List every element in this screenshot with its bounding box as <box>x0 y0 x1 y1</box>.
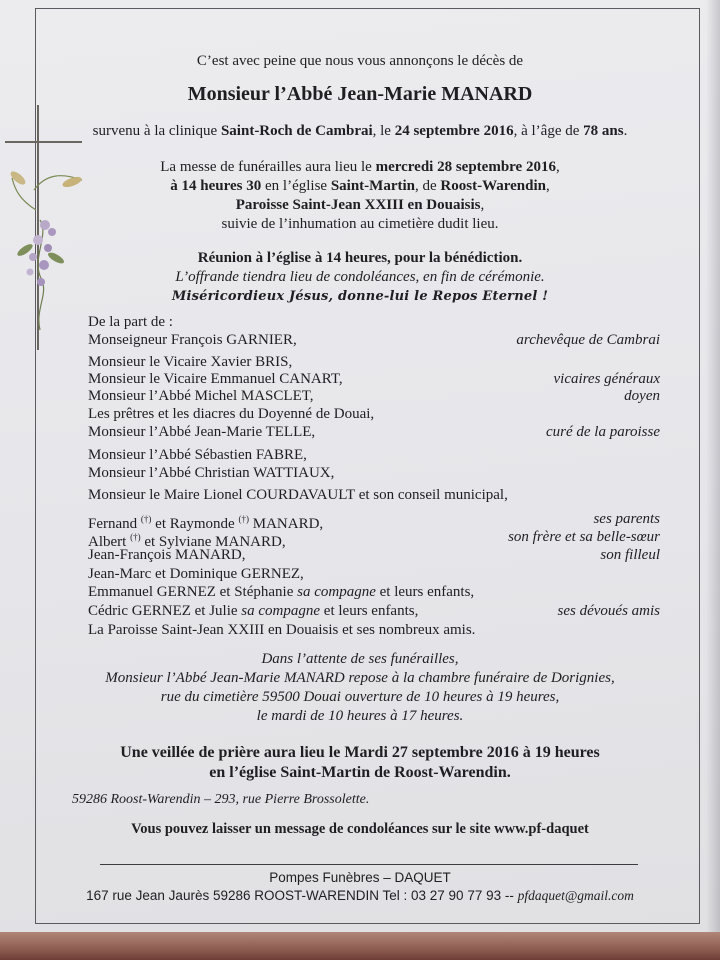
mass-date: mercredi 28 septembre 2016 <box>375 159 556 175</box>
family-row-left: Monsieur l’Abbé Sébastien FABRE, <box>88 447 307 463</box>
emmanuel-companion: sa compagne <box>297 584 376 600</box>
intro-text: C’est avec peine que nous vous annonçons le décès de <box>196 53 524 69</box>
mass-l2-mid2: , de <box>414 178 441 194</box>
mass-line-4: suivie de l’inhumation au cimetière dudit lieu. <box>221 216 499 232</box>
veillee-line: en l’église Saint-Martin de Roost-Warendin. <box>209 764 511 781</box>
family-row-left: Monsieur l’Abbé Jean-Marie TELLE, <box>88 424 316 440</box>
family-row-left: Monsieur le Vicaire Emmanuel CANART, <box>88 371 343 387</box>
part-header: De la part de : <box>88 314 173 330</box>
family-row-right: son filleul <box>600 547 660 563</box>
family-row-left: La Paroisse Saint-Jean XXIII en Douaisis et ses nombreux amis. <box>88 622 476 638</box>
footer-email: pfdaquet@gmail.com <box>517 888 634 903</box>
mass-l2-mid: en l’église <box>261 178 331 194</box>
brother-rest: et Sylviane MANARD, <box>140 534 286 550</box>
parish-name: Paroisse Saint-Jean XXIII en Douaisis <box>235 197 481 213</box>
dagger-mark: (†) <box>130 532 141 542</box>
family-row-right: curé de la paroisse <box>545 424 660 440</box>
clinic-name: Saint-Roch de Cambrai <box>220 123 373 139</box>
address-text: 59286 Roost-Warendin – 293, rue Pierre Brossolette. <box>72 792 370 807</box>
emmanuel-post: et leurs enfants, <box>375 584 475 600</box>
family-row-left: Monseigneur François GARNIER, <box>88 332 297 348</box>
mass-l3-end: , <box>480 197 485 213</box>
mass-church: Saint-Martin <box>330 178 415 194</box>
mass-line-2 <box>0 177 720 195</box>
family-row-right: archevêque de Cambrai <box>516 332 660 348</box>
mass-l2-end: , <box>545 178 550 194</box>
offrande-text: L’offrande tiendra lieu de condoléances, en fin de cérémonie. <box>175 269 545 285</box>
brother-name: Albert <box>88 534 131 550</box>
family-row-right: ses dévoués amis <box>557 603 660 619</box>
family-row-right: ses parents <box>593 511 660 527</box>
background-surface <box>0 932 720 960</box>
reunion-text: Réunion à l’église à 14 heures, pour la bénédiction. <box>197 250 523 266</box>
prayer-text: Miséricordieux Jésus, donne-lui le Repos Eternel ! <box>171 289 549 304</box>
cedric-post: et leurs enfants, <box>320 603 419 619</box>
emmanuel-pre: Emmanuel GERNEZ et Stéphanie <box>88 584 298 600</box>
message-text: Vous pouvez laisser un message de condoléances sur le site www.pf-daquet <box>131 821 589 837</box>
page-title: Monsieur l’Abbé Jean-Marie MANARD <box>187 83 533 105</box>
footer-company: Pompes Funèbres – DAQUET <box>269 870 451 885</box>
family-row-left: Monsieur le Vicaire Xavier BRIS, <box>88 354 293 370</box>
family-row-right: vicaires généraux <box>553 371 660 387</box>
attente-line: le mardi de 10 heures à 17 heures. <box>256 708 464 724</box>
cedric-pre: Cédric GERNEZ et Julie <box>88 603 242 619</box>
family-row-left: Jean-François MANARD, <box>88 547 246 563</box>
family-row-left: Monsieur le Maire Lionel COURDAVAULT et son conseil municipal, <box>88 487 508 503</box>
footer-address-text: 167 rue Jean Jaurès 59286 ROOST-WARENDIN Tel : 03 27 90 77 93 -- <box>86 888 518 903</box>
mass-time: à 14 heures 30 <box>170 178 262 194</box>
footer-divider <box>100 864 638 865</box>
page-shadow <box>706 0 720 960</box>
parent-fernand: Fernand <box>88 516 141 532</box>
family-row-left: Monsieur l’Abbé Christian WATTIAUX, <box>88 465 335 481</box>
attente-line: rue du cimetière 59500 Douai ouverture de 10 heures à 19 heures, <box>160 689 560 705</box>
death-mid: , le <box>372 123 395 139</box>
parent-raymonde: et Raymonde <box>151 516 239 532</box>
mass-line-3 <box>0 196 720 214</box>
cedric-row <box>88 602 418 620</box>
emmanuel-row <box>88 583 474 601</box>
dagger-mark: (†) <box>238 514 249 524</box>
mass-l1-pre: La messe de funérailles aura lieu le <box>160 159 376 175</box>
death-mid2: , à l’âge de <box>513 123 584 139</box>
death-date: 24 septembre 2016 <box>394 123 514 139</box>
cedric-companion: sa compagne <box>241 603 321 619</box>
family-row-right: doyen <box>624 388 660 404</box>
mass-town: Roost-Warendin <box>440 178 546 194</box>
death-notice-line <box>0 122 720 140</box>
death-pre: survenu à la clinique <box>92 123 221 139</box>
death-end: . <box>623 123 628 139</box>
parent-surname: MANARD, <box>248 516 324 532</box>
veillee-line: Une veillée de prière aura lieu le Mardi 27 septembre 2016 à 19 heures <box>120 744 600 761</box>
mass-l1-end: , <box>555 159 560 175</box>
attente-line: Dans l’attente de ses funérailles, <box>261 651 459 667</box>
dagger-mark: (†) <box>140 514 152 524</box>
family-row-left: Les prêtres et les diacres du Doyenné de Douai, <box>88 406 375 422</box>
family-row-right: son frère et sa belle-sœur <box>508 529 660 545</box>
attente-line: Monsieur l’Abbé Jean-Marie MANARD repose à la chambre funéraire de Dorignies, <box>105 670 615 686</box>
mass-line-1 <box>0 158 720 176</box>
footer-address <box>0 887 720 905</box>
death-age: 78 ans <box>583 123 624 139</box>
family-row-left: Jean-Marc et Dominique GERNEZ, <box>88 566 304 582</box>
family-row-left: Monsieur l’Abbé Michel MASCLET, <box>88 388 314 404</box>
